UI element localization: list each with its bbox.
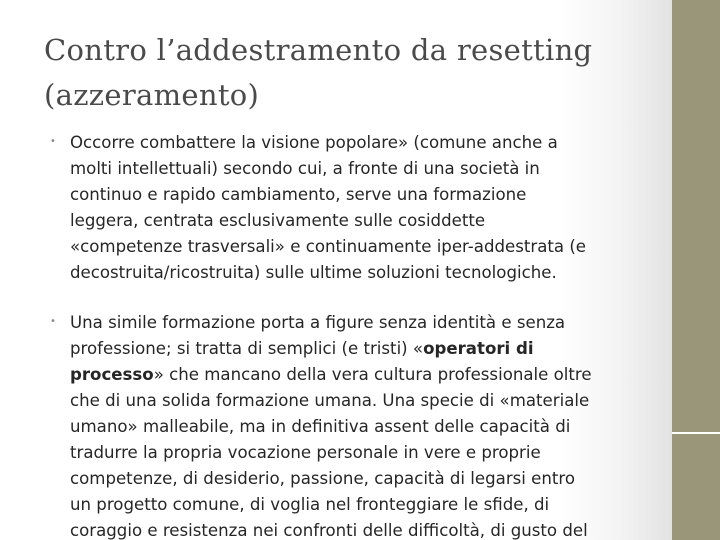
- text-line: coraggio e resistenza nei confronti delle difficoltà, di gusto del: [70, 521, 588, 540]
- bullet-dot-icon: •: [50, 136, 56, 147]
- slide-title: [44, 28, 644, 118]
- text-segment: » che mancano della vera cultura professionale oltre: [153, 365, 592, 384]
- bold-term: operatori di: [423, 339, 534, 358]
- text-segment: professione; si tratta di semplici (e tristi) «: [70, 339, 424, 358]
- slide-title-line: (azzeramento): [44, 78, 260, 112]
- text-line: «competenze trasversali» e continuamente iper-addestrata (e: [70, 237, 587, 256]
- text-line: leggera, centrata esclusivamente sulle cosiddette: [70, 211, 486, 230]
- bullet-item: [50, 310, 640, 540]
- bold-term: processo: [70, 365, 154, 384]
- bullet-list: [50, 130, 640, 540]
- bullet-text: [70, 130, 640, 286]
- text-line: un progetto comune, di voglia nel fronteggiare le sfide, di: [70, 495, 550, 514]
- accent-bar-upper: [672, 0, 720, 432]
- text-line: continuo e rapido cambiamento, serve una formazione: [70, 185, 527, 204]
- text-line: che di una solida formazione umana. Una specie di «materiale: [70, 391, 590, 410]
- bullet-text: [70, 310, 640, 540]
- accent-bar: [672, 0, 720, 540]
- accent-bar-lower: [672, 434, 720, 540]
- bullet-dot-icon: •: [50, 316, 56, 327]
- text-line: competenze, di desiderio, passione, capacità di legarsi entro: [70, 469, 576, 488]
- bullet-item: [50, 130, 640, 286]
- text-line: tradurre la propria vocazione personale in vere e proprie: [70, 443, 541, 462]
- text-line: decostruita/ricostruita) sulle ultime soluzioni tecnologiche.: [70, 263, 557, 282]
- text-line: Occorre combattere la visione popolare» (comune anche a: [70, 133, 558, 152]
- slide-title-line: Contro l’addestramento da resetting: [44, 33, 593, 67]
- text-line: [70, 336, 640, 362]
- text-line: molti intellettuali) secondo cui, a fronte di una società in: [70, 159, 540, 178]
- text-line: Una simile formazione porta a figure senza identità e senza: [70, 313, 566, 332]
- text-line: [70, 362, 640, 388]
- text-line: umano» malleabile, ma in definitiva assent delle capacità di: [70, 417, 571, 436]
